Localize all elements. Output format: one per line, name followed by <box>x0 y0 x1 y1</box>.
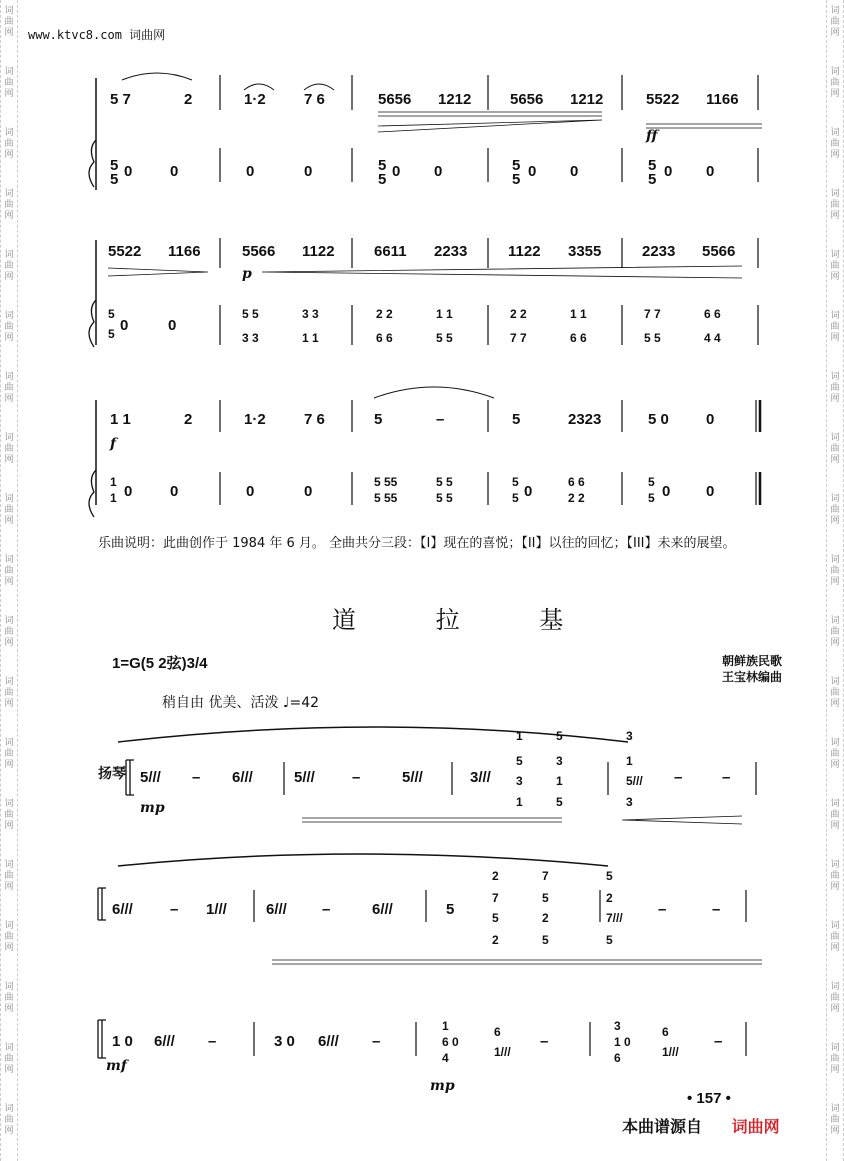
svg-text:5: 5 <box>110 157 119 174</box>
watermark-text: 词 曲 网 <box>4 921 14 953</box>
svg-text:5: 5 <box>512 171 521 188</box>
svg-text:0: 0 <box>246 163 255 180</box>
svg-text:–: – <box>712 901 721 918</box>
watermark-text: 词 曲 网 <box>4 738 14 770</box>
svg-text:–: – <box>674 769 683 786</box>
s3-m1-b: 2 <box>184 411 193 428</box>
score-notation <box>22 0 822 1161</box>
watermark-text: 词 曲 网 <box>830 1104 840 1136</box>
watermark-text: 词 曲 网 <box>830 555 840 587</box>
svg-text:–: – <box>208 1033 217 1050</box>
song2-system-1 <box>118 727 756 824</box>
svg-text:6 6: 6 6 <box>568 475 585 489</box>
svg-text:1 0: 1 0 <box>614 1035 631 1049</box>
svg-text:5: 5 <box>516 754 523 768</box>
svg-text:5: 5 <box>648 171 657 188</box>
svg-text:5 55: 5 55 <box>374 491 398 505</box>
watermark-text: 词 曲 网 <box>4 311 14 343</box>
watermark-text: 词 曲 网 <box>4 616 14 648</box>
svg-text:3: 3 <box>626 729 633 743</box>
watermark-text: 词 曲 网 <box>4 799 14 831</box>
svg-text:5 5: 5 5 <box>644 331 661 345</box>
svg-text:1: 1 <box>442 1019 449 1033</box>
s2-m3-b: 2233 <box>434 243 468 260</box>
svg-text:2: 2 <box>606 891 613 905</box>
footer-text: 本曲谱源自 <box>622 1117 703 1136</box>
song-title: 道 拉 基 <box>332 606 600 634</box>
svg-text:5: 5 <box>542 891 549 905</box>
svg-text:5: 5 <box>648 475 655 489</box>
svg-text:6: 6 <box>662 1025 669 1039</box>
system-3 <box>89 387 760 517</box>
svg-text:6 6: 6 6 <box>704 307 721 321</box>
watermark-text: 词 曲 网 <box>830 921 840 953</box>
svg-text:5: 5 <box>556 795 563 809</box>
s3-m2-a: 1·2 <box>244 411 266 428</box>
song2-system-2 <box>98 854 762 964</box>
svg-text:6///: 6/// <box>266 901 287 918</box>
s2-m2-b: 1122 <box>302 243 335 260</box>
footer <box>622 1114 780 1137</box>
watermark-text: 词 曲 网 <box>4 1043 14 1075</box>
s1-m4-b: 1212 <box>570 91 604 108</box>
credit-origin: 朝鲜族民歌 <box>721 654 782 668</box>
svg-text:0: 0 <box>706 163 715 180</box>
s1-m2-a: 1·2 <box>244 91 266 108</box>
svg-text:6///: 6/// <box>232 769 253 786</box>
svg-text:7 7: 7 7 <box>644 307 661 321</box>
svg-text:5: 5 <box>108 327 115 341</box>
watermark-text: 词 曲 网 <box>830 250 840 282</box>
score-page <box>22 0 822 1161</box>
watermark-text: 词 曲 网 <box>4 1104 14 1136</box>
watermark-text: 词 曲 网 <box>830 372 840 404</box>
svg-text:0: 0 <box>392 163 401 180</box>
s3-m4-a: 5 <box>512 411 521 428</box>
s1-m5-b: 1166 <box>706 91 739 108</box>
svg-text:–: – <box>192 769 201 786</box>
s1-m3-a: 5656 <box>378 91 412 108</box>
svg-text:2: 2 <box>492 869 499 883</box>
tempo-marking: 稍自由 优美、活泼 ♩=42 <box>162 695 320 711</box>
s1-m1-a: 5 7 <box>110 91 131 108</box>
svg-text:5: 5 <box>606 933 613 947</box>
dyn-mp-2: mp <box>430 1078 455 1094</box>
svg-text:0: 0 <box>124 163 133 180</box>
svg-text:1///: 1/// <box>206 901 227 918</box>
key-signature: 1=G(5 2弦)3/4 <box>112 655 208 672</box>
s3-m5-a: 5 0 <box>648 411 669 428</box>
svg-text:5 5: 5 5 <box>242 307 259 321</box>
svg-text:5: 5 <box>648 157 657 174</box>
svg-text:1: 1 <box>556 774 563 788</box>
watermark-text: 词 曲 网 <box>830 433 840 465</box>
svg-text:–: – <box>170 901 179 918</box>
svg-text:4: 4 <box>442 1051 449 1065</box>
svg-text:1///: 1/// <box>662 1045 679 1059</box>
svg-text:5: 5 <box>542 933 549 947</box>
s1-m4-a: 5656 <box>510 91 544 108</box>
dyn-ff: ff <box>646 128 658 144</box>
s3-m3-a: 5 <box>374 411 383 428</box>
svg-text:6///: 6/// <box>318 1033 339 1050</box>
svg-text:5: 5 <box>378 157 387 174</box>
svg-text:0: 0 <box>170 483 179 500</box>
svg-text:5: 5 <box>648 491 655 505</box>
svg-text:3: 3 <box>614 1019 621 1033</box>
svg-text:6: 6 <box>614 1051 621 1065</box>
svg-text:–: – <box>322 901 331 918</box>
dyn-mf: mf <box>106 1058 127 1074</box>
page-number: • 157 • <box>687 1090 731 1107</box>
svg-text:5: 5 <box>512 491 519 505</box>
watermark-text: 词 曲 网 <box>830 311 840 343</box>
s1-m1-b: 2 <box>184 91 193 108</box>
svg-text:1 0: 1 0 <box>112 1033 133 1050</box>
svg-text:5 55: 5 55 <box>374 475 398 489</box>
dyn-mp-1: mp <box>140 800 165 816</box>
svg-text:2 2: 2 2 <box>510 307 527 321</box>
svg-text:–: – <box>352 769 361 786</box>
svg-text:0: 0 <box>304 483 313 500</box>
music-description: 乐曲说明：此曲创作于 1984 年 6 月。 全曲共分三段：【I】现在的喜悦；【II】以往的回忆；【III】未来的展望。 <box>98 536 736 551</box>
svg-text:7: 7 <box>492 891 499 905</box>
svg-text:6///: 6/// <box>372 901 393 918</box>
system-2 <box>89 238 758 347</box>
watermark-text: 词 曲 网 <box>830 677 840 709</box>
watermark-text: 词 曲 网 <box>830 982 840 1014</box>
svg-text:6 6: 6 6 <box>570 331 587 345</box>
s1-m2-b: 7 6 <box>304 91 325 108</box>
s2-m4-a: 1122 <box>508 243 541 260</box>
svg-text:5: 5 <box>512 475 519 489</box>
svg-text:–: – <box>714 1033 723 1050</box>
svg-text:5///: 5/// <box>402 769 423 786</box>
svg-text:0: 0 <box>434 163 443 180</box>
svg-text:1 1: 1 1 <box>436 307 453 321</box>
watermark-text: 词 曲 网 <box>4 494 14 526</box>
svg-text:7 7: 7 7 <box>510 331 527 345</box>
svg-text:–: – <box>722 769 731 786</box>
svg-text:1 1: 1 1 <box>570 307 587 321</box>
s3-m5-b: 0 <box>706 411 715 428</box>
svg-text:5: 5 <box>378 171 387 188</box>
s2-m5-b: 5566 <box>702 243 736 260</box>
svg-text:0: 0 <box>664 163 673 180</box>
watermark-text: 词 曲 网 <box>4 677 14 709</box>
svg-text:5///: 5/// <box>294 769 315 786</box>
watermark-text: 词 曲 网 <box>4 982 14 1014</box>
svg-text:0: 0 <box>524 483 533 500</box>
svg-text:1: 1 <box>110 491 117 505</box>
footer-brand-link[interactable]: 词曲网 <box>731 1117 780 1136</box>
svg-text:5///: 5/// <box>626 774 643 788</box>
watermark-text: 词 曲 网 <box>4 128 14 160</box>
svg-text:0: 0 <box>170 163 179 180</box>
svg-text:3: 3 <box>556 754 563 768</box>
watermark-text: 词 曲 网 <box>4 555 14 587</box>
svg-text:5 5: 5 5 <box>436 491 453 505</box>
svg-text:3 3: 3 3 <box>302 307 319 321</box>
watermark-text: 词 曲 网 <box>830 616 840 648</box>
svg-text:–: – <box>658 901 667 918</box>
svg-text:5: 5 <box>110 171 119 188</box>
s1-m3-b: 1212 <box>438 91 472 108</box>
s3-m2-b: 7 6 <box>304 411 325 428</box>
svg-text:2: 2 <box>492 933 499 947</box>
svg-text:1 1: 1 1 <box>302 331 319 345</box>
svg-text:0: 0 <box>304 163 313 180</box>
svg-text:0: 0 <box>662 483 671 500</box>
svg-text:7///: 7/// <box>606 911 623 925</box>
svg-text:5: 5 <box>512 157 521 174</box>
svg-text:0: 0 <box>124 483 133 500</box>
credit-arranger: 王宝林编曲 <box>721 670 782 684</box>
svg-text:2: 2 <box>542 911 549 925</box>
instrument-label: 扬琴 <box>98 766 126 782</box>
svg-text:–: – <box>540 1033 549 1050</box>
watermark-text: 词 曲 网 <box>4 6 14 38</box>
watermark-text: 词 曲 网 <box>4 372 14 404</box>
watermark-text: 词 曲 网 <box>4 189 14 221</box>
svg-text:5 5: 5 5 <box>436 475 453 489</box>
watermark-text: 词 曲 网 <box>830 1043 840 1075</box>
svg-text:1: 1 <box>626 754 633 768</box>
svg-text:0: 0 <box>570 163 579 180</box>
svg-text:5///: 5/// <box>140 769 161 786</box>
svg-text:1: 1 <box>110 475 117 489</box>
song2-system-3 <box>98 1019 746 1094</box>
svg-text:5: 5 <box>606 869 613 883</box>
svg-text:6///: 6/// <box>112 901 133 918</box>
s2-m1-a: 5522 <box>108 243 142 260</box>
watermark-text: 词 曲 网 <box>830 128 840 160</box>
s3-m4-b: 2323 <box>568 411 602 428</box>
dyn-f: f <box>110 436 117 452</box>
svg-text:5: 5 <box>556 729 563 743</box>
watermark-text: 词 曲 网 <box>830 6 840 38</box>
svg-text:3 0: 3 0 <box>274 1033 295 1050</box>
svg-text:5: 5 <box>108 307 115 321</box>
svg-text:3///: 3/// <box>470 769 491 786</box>
svg-text:1: 1 <box>516 795 523 809</box>
watermark-text: 词 曲 网 <box>830 189 840 221</box>
svg-text:2 2: 2 2 <box>376 307 393 321</box>
watermark-text: 词 曲 网 <box>830 494 840 526</box>
svg-text:4 4: 4 4 <box>704 331 721 345</box>
svg-text:5: 5 <box>492 911 499 925</box>
watermark-text: 词 曲 网 <box>830 799 840 831</box>
source-url: www.ktvc8.com 词曲网 <box>28 28 166 42</box>
watermark-text: 词 曲 网 <box>4 860 14 892</box>
svg-text:3: 3 <box>516 774 523 788</box>
svg-text:–: – <box>372 1033 381 1050</box>
svg-text:2 2: 2 2 <box>568 491 585 505</box>
system-1 <box>89 73 762 190</box>
svg-text:0: 0 <box>706 483 715 500</box>
svg-text:0: 0 <box>168 317 177 334</box>
svg-text:6///: 6/// <box>154 1033 175 1050</box>
s3-m1-a: 1 1 <box>110 411 131 428</box>
s2-m1-b: 1166 <box>168 243 201 260</box>
svg-text:0: 0 <box>246 483 255 500</box>
svg-text:7: 7 <box>542 869 549 883</box>
svg-text:0: 0 <box>120 317 129 334</box>
watermark-text: 词 曲 网 <box>830 860 840 892</box>
s3-m3-b: – <box>436 411 445 428</box>
svg-text:6 0: 6 0 <box>442 1035 459 1049</box>
dyn-p: p <box>242 266 252 282</box>
svg-text:3 3: 3 3 <box>242 331 259 345</box>
s2-m5-a: 2233 <box>642 243 676 260</box>
svg-text:3: 3 <box>626 795 633 809</box>
svg-text:1: 1 <box>516 729 523 743</box>
svg-text:6 6: 6 6 <box>376 331 393 345</box>
watermark-text: 词 曲 网 <box>4 250 14 282</box>
watermark-text: 词 曲 网 <box>830 67 840 99</box>
svg-text:5: 5 <box>446 901 455 918</box>
watermark-text: 词 曲 网 <box>4 433 14 465</box>
watermark-text: 词 曲 网 <box>4 67 14 99</box>
s2-m2-a: 5566 <box>242 243 276 260</box>
svg-text:0: 0 <box>528 163 537 180</box>
svg-text:5 5: 5 5 <box>436 331 453 345</box>
watermark-text: 词 曲 网 <box>830 738 840 770</box>
svg-text:1///: 1/// <box>494 1045 511 1059</box>
s1-m5-a: 5522 <box>646 91 680 108</box>
s2-m3-a: 6611 <box>374 243 407 260</box>
svg-text:6: 6 <box>494 1025 501 1039</box>
s2-m4-b: 3355 <box>568 243 602 260</box>
